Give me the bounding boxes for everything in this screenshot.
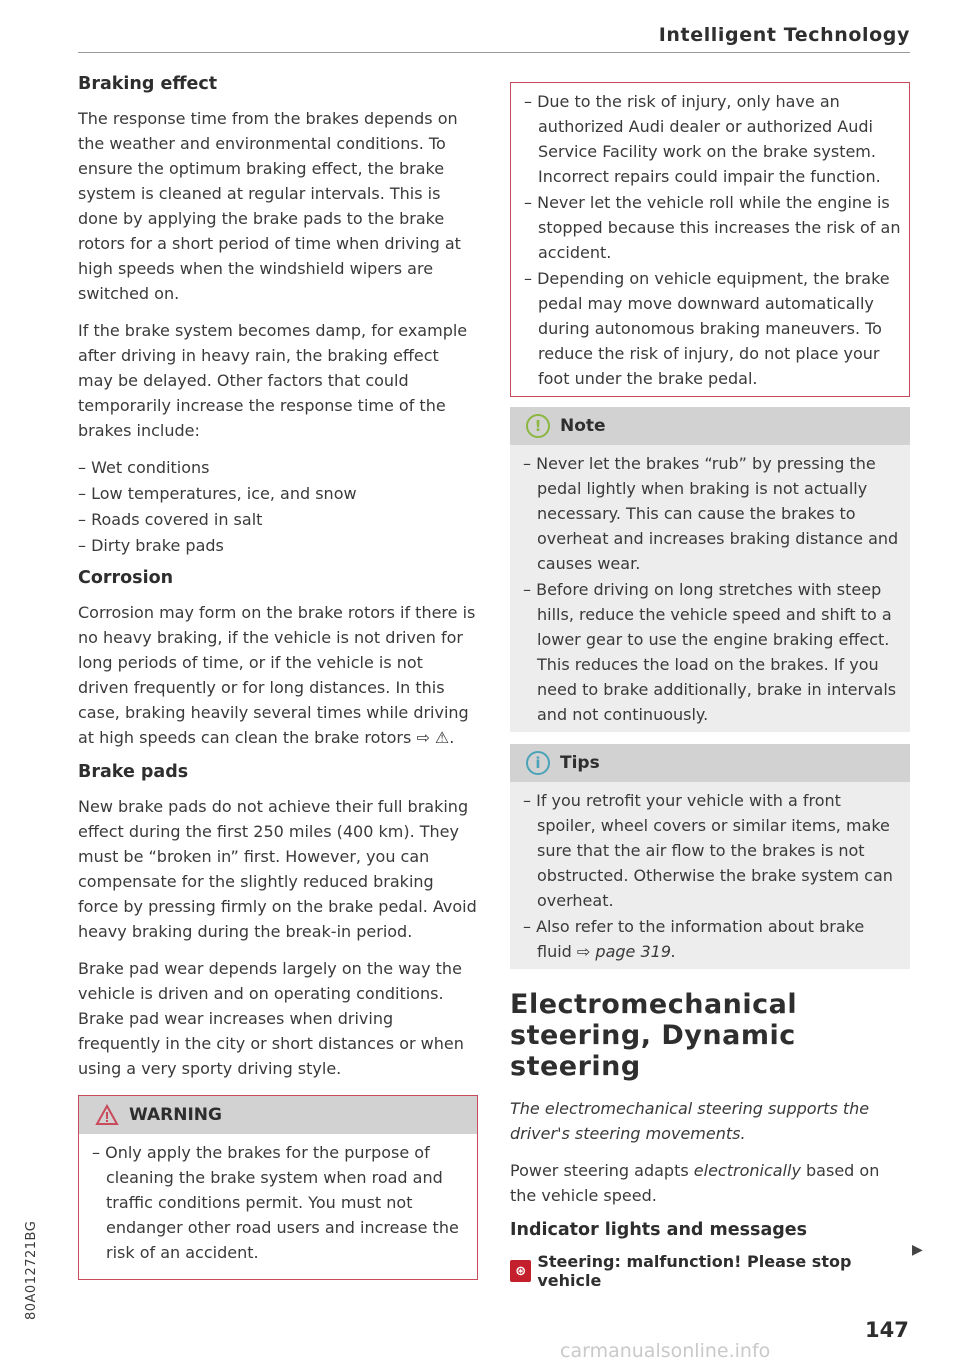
warning-list <box>511 89 909 391</box>
warning-label: WARNING <box>129 1105 222 1125</box>
list-item: – Before driving on long stretches with steep hills, reduce the vehicle speed and shift to a lower gear to use the engine braking effect. This reduces the load on the brakes. If you need to brake additionally, brake in intervals and not continuously. <box>510 577 900 727</box>
brake-pads-paragraph-1: New brake pads do not achieve their full braking effect during the first 250 miles (400 km). They must be “broken in” first. However, you can compensate for the slightly reduced braking force by pressing firmly on the brake pedal. Avoid heavy braking during the break-in period. <box>78 797 477 941</box>
right-column <box>510 76 910 1290</box>
braking-effect-heading: Braking effect <box>78 74 218 94</box>
note-box <box>510 407 910 732</box>
warning-reference-link[interactable]: ⇨ ⚠. <box>416 728 455 747</box>
watermark: carmanualsonline.info <box>560 1340 771 1362</box>
corrosion-paragraph <box>78 600 478 750</box>
list-item: – Wet conditions <box>78 455 478 480</box>
header-rule <box>78 52 910 53</box>
list-item: – Depending on vehicle equipment, the brake pedal may move downward automatically during autonomous braking maneuvers. To reduce the risk of injury, do not place your foot under the brake pedal. <box>511 266 909 391</box>
section-title: Electromechanical steering, Dynamic steering <box>510 989 798 1082</box>
running-header: Intelligent Technology <box>658 24 910 46</box>
list-item: – Low temperatures, ice, and snow <box>78 481 478 506</box>
warning-triangle-icon <box>95 1104 119 1126</box>
warning-box-continued <box>510 82 910 397</box>
tips-box <box>510 744 910 969</box>
list-item: – Only apply the brakes for the purpose of cleaning the brake system when road and traffic conditions permit. You must not endanger other road users and increase the risk of an accident. <box>79 1140 477 1265</box>
corrosion-heading: Corrosion <box>78 568 174 588</box>
list-item: – Never let the vehicle roll while the engine is stopped because this increases the risk of an accident. <box>511 190 909 265</box>
section-intro: The electromechanical steering supports the driver's steering movements. <box>510 1099 870 1143</box>
note-list <box>510 451 900 727</box>
steering-message-text: Steering: malfunction! Please stop vehicle <box>537 1252 852 1290</box>
note-label: Note <box>560 416 606 436</box>
steering-warning-icon: ⊛ <box>510 1260 531 1282</box>
continue-arrow-icon: ▶ <box>912 1242 923 1258</box>
left-column <box>78 74 478 1280</box>
list-item: – Due to the risk of injury, only have an authorized Audi dealer or authorized Audi Service Facility work on the brake system. Incorrect repairs could impair the function. <box>511 89 909 189</box>
list-item <box>510 914 900 964</box>
page-number: 147 <box>865 1318 909 1342</box>
note-header <box>510 407 910 445</box>
tips-list <box>510 788 900 964</box>
tips-item-text: Also refer to the information about brake fluid <box>536 917 865 961</box>
brake-pads-heading: Brake pads <box>78 762 189 782</box>
list-item: – Never let the brakes “rub” by pressing the pedal lightly when braking is not actually necessary. This can cause the brakes to overheat and increases braking distance and causes wear. <box>510 451 900 576</box>
factors-list <box>78 455 478 558</box>
warning-list <box>79 1140 477 1265</box>
corrosion-text: Corrosion may form on the brake rotors if there is no heavy braking, if the vehicle is not driven for long periods of time, or if the vehicle is not driven frequently or for long distances. In this case, braking heavily several times while driving at high speeds can clean the brake rotors <box>78 603 476 747</box>
info-circle-icon: i <box>526 751 550 775</box>
braking-effect-paragraph-1: The response time from the brakes depends on the weather and environmental conditions. To ensure the optimum braking effect, the brake system is cleaned at regular intervals. This is done by applying the brake pads to the brake rotors for a short period of time when driving at high speeds when the windshield wipers are switched on. <box>78 109 461 303</box>
power-steering-paragraph <box>510 1158 910 1208</box>
power-text-pre: Power steering adapts <box>510 1161 689 1180</box>
tips-label: Tips <box>560 753 600 773</box>
power-text-emphasis: electronically <box>693 1161 801 1180</box>
exclamation-circle-icon: ! <box>526 414 550 438</box>
braking-effect-paragraph-2: If the brake system becomes damp, for example after driving in heavy rain, the braking effect may be delayed. Other factors that could temporarily increase the response time of the brakes include: <box>78 321 468 440</box>
brake-pads-paragraph-2: Brake pad wear depends largely on the way the vehicle is driven and on operating conditions. Brake pad wear increases when driving frequently in the city or short distances or when using a very sporty driving style. <box>78 959 464 1078</box>
list-item: – If you retrofit your vehicle with a front spoiler, wheel covers or similar items, make sure that the air flow to the brakes is not obstructed. Otherwise the brake system can overheat. <box>510 788 900 913</box>
list-item: – Roads covered in salt <box>78 507 478 532</box>
document-code: 80A012721BG <box>24 1220 39 1320</box>
list-item: – Dirty brake pads <box>78 533 478 558</box>
warning-header <box>79 1096 477 1134</box>
steering-message <box>510 1252 910 1290</box>
power-text-post: based on the vehicle speed. <box>510 1161 880 1205</box>
warning-box-left <box>78 1095 478 1280</box>
page-reference-link[interactable]: ⇨ page 319. <box>576 942 677 961</box>
indicator-heading: Indicator lights and messages <box>510 1220 808 1240</box>
tips-header <box>510 744 910 782</box>
